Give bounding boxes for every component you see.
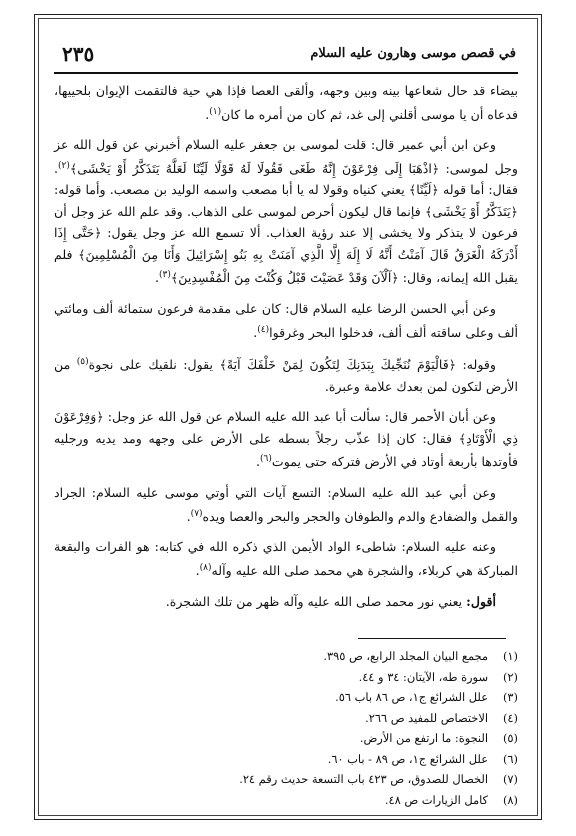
paragraph-text: وعن أبي الحسن الرضا عليه السلام قال: كان على مقدمة فرعون ستمائة ألف ومائتي ألف وعلى ساقته ألف ألف، فدخلوا البحر وغرقوا: [54, 301, 518, 340]
footnote-text: علل الشرائع ج١، ص ٨٦ باب ٥٦.: [335, 690, 488, 704]
footnote-text: علل الشرائع ج١، ص ٨٩ - باب ٦٠.: [327, 751, 488, 766]
footnote-ref: (٥): [76, 357, 89, 368]
footnote-item: [120, 769, 518, 790]
footnote-ref: (٣): [158, 270, 171, 281]
footnote-number: (٣): [502, 690, 518, 704]
paragraph-text: وقوله: ﴿فَالْيَوْمَ نُنَجِّيكَ بِبَدَنِكَ لِتَكُونَ لِمَنْ خَلْفَكَ آيَةً﴾ يقول: نلقيك على نجوة: [88, 357, 496, 373]
footnotes-divider: [358, 638, 506, 639]
footnote-number: (٧): [502, 772, 518, 786]
page-header: [54, 38, 518, 74]
footnote-ref: (٨): [199, 562, 212, 573]
footnote-number: (٤): [502, 710, 518, 725]
paragraph-5: وعن أبان الأحمر قال: سألت أبا عبد الله عليه السلام عن قول الله عز وجل: ﴿وَفِرْعَوْنَ ذِي الْأَوْتَادِ﴾ فقال: كان إذا عذّب رجلاً بسطه على الأرض على وجهه ومد يديه ورجليه فأوتدها بأربعة أوتاد في الأرض فتركه حتى يموت$^{(٦)}$.: [54, 409, 518, 470]
footnote-number: (٥): [502, 731, 518, 745]
footnote-number: (٦): [502, 751, 518, 766]
footnote-ref: (٤): [257, 324, 270, 335]
footnote-item: [120, 708, 518, 729]
paragraph-text: يعني نور محمد صلى الله عليه وآله ظهر من تلك الشجرة.: [165, 593, 467, 609]
footnote-item: [120, 749, 518, 770]
footnote-text: سورة طه، الآيتان: ٣٤ و ٤٤.: [358, 669, 488, 684]
footnote-number: (٢): [502, 669, 518, 684]
footnote-item: [120, 790, 518, 811]
paragraph-2: وعن ابن أبي عمير قال: قلت لموسى بن جعفر عليه السلام أخبرني عن قول الله عز وجل لموسى: ﴿اذْهَبَا إِلَى فِرْعَوْنَ إِنَّهُ طَغَى فَقُولَا لَهُ قَوْلًا لَيِّنًا لَعَلَّهُ يَتَذَكَّرُ أَوْ يَخْشَى﴾$^{(٢)}$. فقال: أما قوله ﴿لَيِّنًا﴾ يعني كنياه وقولا له يا أبا مصعب واسمه الوليد بن مصعب. وأما قوله: ﴿يَتَذَكَّرُ أَوْ يَخْشَى﴾ فإنما قال ليكون أحرص لموسى على الذهاب. وقد علم الله عز وجل أن فرعون لا يتذكر ولا يخشى إلا عند رؤية العذاب. ألا تسمع الله عز وجل يقول: ﴿حَتَّى إِذَا أَدْرَكَهُ الْغَرَقُ قَالَ آمَنْتُ أَنَّهُ لَا إِلَهَ إِلَّا الَّذِي آمَنَتْ بِهِ بَنُو إِسْرَائِيلَ وَأَنَا مِنَ الْمُسْلِمِينَ﴾ فلم يقبل الله إيمانه، وقال: ﴿آلْآنَ وَقَدْ عَصَيْتَ قَبْلُ وَكُنْتَ مِنَ الْمُفْسِدِينَ﴾$^{(٣)}$.: [54, 137, 518, 286]
paragraph-1: بيضاء قد حال شعاعها بينه وبين وجهه، وألقى العصا فإذا هي حية فالتقمت الإيوان بلحييها، فدعاه أن يا موسى أقلني إلى غد، ثم كان من أمره ما كان$^{(١)}$.: [54, 83, 518, 122]
paragraph-3: وعن أبي الحسن الرضا عليه السلام قال: كان على مقدمة فرعون ستمائة ألف ومائتي ألف وعلى ساقته ألف ألف، فدخلوا البحر وغرقوا$^{(٤)}$.: [54, 301, 518, 340]
paragraph-text: بيضاء قد حال شعاعها بينه وبين وجهه، وألقى العصا فإذا هي حية فالتقمت الإيوان بلحييها، فدعاه أن يا موسى أقلني إلى غد، ثم كان من أمره ما كان: [54, 83, 518, 122]
paragraph-4: [54, 352, 518, 397]
paragraph-text-cont: من الأرض لتكون لمن بعدك علامة وعبرة.: [54, 357, 518, 394]
footnote-text: مجمع البيان المجلد الرابع، ص ٣٩٥.: [323, 649, 488, 663]
footnote-ref: (٢): [58, 160, 70, 171]
page-number: ٢٣٥: [62, 42, 95, 66]
paragraph-text: وعنه عليه السلام: شاطىء الواد الأيمن الذي ذكره الله في كتابه: هو الفرات والبقعة المباركة هي كربلاء، والشجرة هي محمد صلى الله عليه وآله: [54, 539, 518, 578]
footnote-ref: (٦): [260, 454, 272, 465]
footnote-ref: (١): [209, 106, 222, 117]
footnote-item: [120, 687, 518, 708]
paragraph-text: وعن أبان الأحمر قال: سألت أبا عبد الله عليه السلام عن قول الله عز وجل: ﴿وَفِرْعَوْنَ ذِي الْأَوْتَادِ﴾ فقال: كان إذا عذّب رجلاً بسطه على الأرض على وجهه ومد يديه ورجليه فأوتدها بأربعة أوتاد في الأرض فتركه حتى يموت: [54, 409, 518, 470]
footnote-text: النجوة: ما ارتفع من الأرض.: [359, 731, 488, 745]
paragraph-text-cont: . فقال: أما قوله ﴿لَيِّنًا﴾ يعني كنياه وقولا له يا أبا مصعب واسمه الوليد بن مصعب. وأما قوله: ﴿يَتَذَكَّرُ أَوْ يَخْشَى﴾ فإنما قال ليكون أحرص لموسى على الذهاب. وقد علم الله عز وجل أن فرعون لا يتذكر ولا يخشى إلا عند رؤية العذاب. ألا تسمع الله عز وجل يقول: ﴿حَتَّى إِذَا أَدْرَكَهُ الْغَرَقُ قَالَ آمَنْتُ أَنَّهُ لَا إِلَهَ إِلَّا الَّذِي آمَنَتْ بِهِ بَنُو إِسْرَائِيلَ وَأَنَا مِنَ الْمُسْلِمِينَ﴾ فلم يقبل الله إيمانه، وقال: ﴿آلْآنَ وَقَدْ عَصَيْتَ قَبْلُ وَكُنْتَ مِنَ الْمُفْسِدِينَ﴾: [54, 160, 518, 286]
footnote-item: [120, 728, 518, 749]
paragraph-7: وعنه عليه السلام: شاطىء الواد الأيمن الذي ذكره الله في كتابه: هو الفرات والبقعة المباركة هي كربلاء، والشجرة هي محمد صلى الله عليه وآله$^{(٨)}$.: [54, 539, 518, 578]
paragraph-text: وعن ابن أبي عمير قال: قلت لموسى بن جعفر عليه السلام أخبرني عن قول الله عز وجل لموسى: ﴿اذْهَبَا إِلَى فِرْعَوْنَ إِنَّهُ طَغَى فَقُولَا لَهُ قَوْلًا لَيِّنًا لَعَلَّهُ يَتَذَكَّرُ أَوْ يَخْشَى﴾: [54, 137, 518, 176]
footnote-item: [120, 667, 518, 688]
running-title: في قصص موسى وهارون عليه السلام: [310, 46, 516, 61]
paragraph-6: وعن أبي عبد الله عليه السلام: التسع آيات التي أوتي موسى عليه السلام: الجراد والقمل والضفادع والدم والطوفان والحجر والبحر والعصا ويده$^{(٧)}$.: [54, 485, 518, 524]
footnote-number: (١): [502, 649, 518, 663]
footnote-text: كامل الزيارات ص ٤٨.: [384, 792, 488, 807]
footnote-number: (٨): [502, 792, 518, 807]
footnote-text: الاختصاص للمفيد ص ٢٦٦.: [365, 710, 488, 725]
body-text: [54, 80, 518, 621]
paragraph-text: وعن أبي عبد الله عليه السلام: التسع آيات التي أوتي موسى عليه السلام: الجراد والقمل والضفادع والدم والطوفان والحجر والبحر والعصا ويده: [54, 485, 518, 524]
footnote-ref: (٧): [190, 508, 203, 519]
footnotes: [120, 646, 518, 810]
speaker-label: أقول:: [466, 593, 496, 609]
footnote-item: [120, 646, 518, 667]
paragraph-8: [54, 591, 518, 613]
footnote-text: الخصال للصدوق، ص ٤٢٣ باب التسعة حديث رقم ٢٤.: [239, 772, 488, 786]
